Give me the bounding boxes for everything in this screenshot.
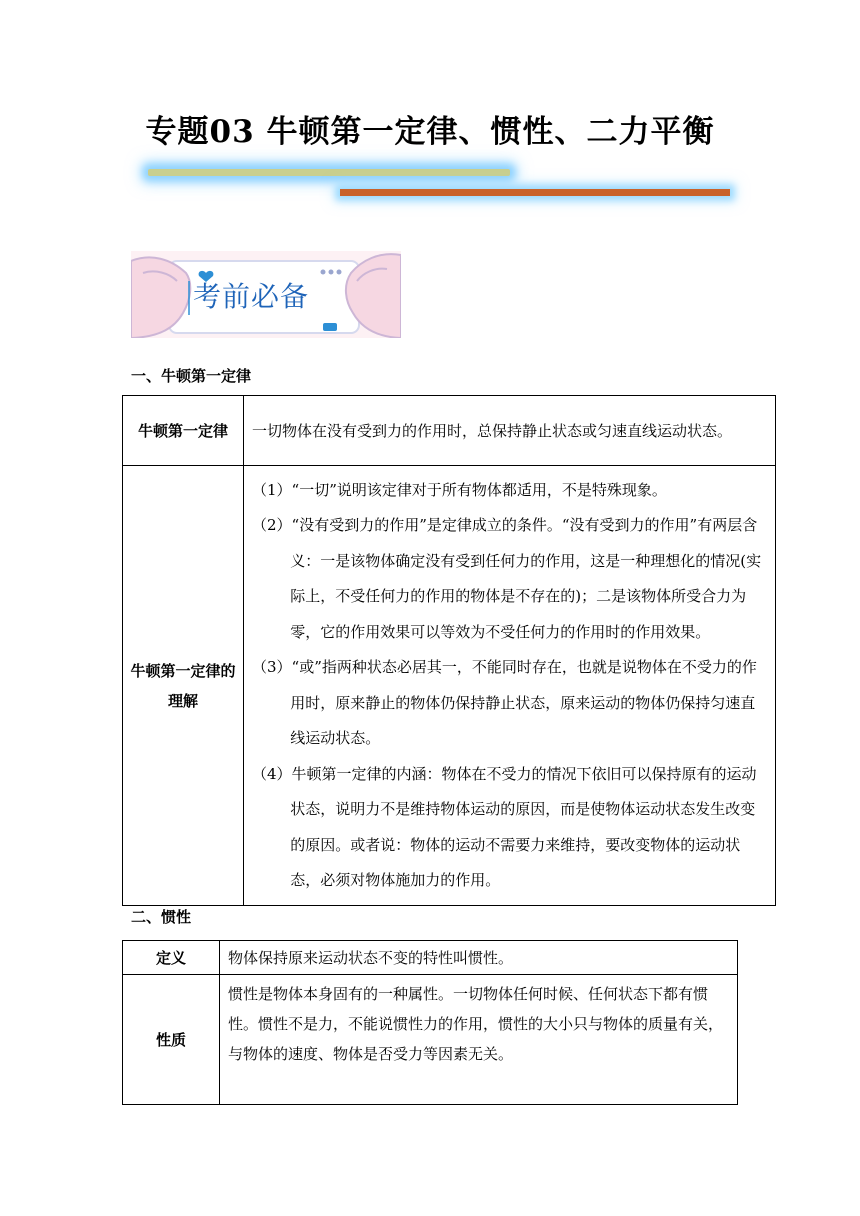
list-item: （3）“或”指两种状态必居其一，不能同时存在，也就是说物体在不受力的作用时，原来静止的物体仍保持静止状态，原来运动的物体仍保持匀速直线运动状态。 [252,658,757,747]
table-row [123,941,738,975]
list-item: （1）“一切”说明该定律对于所有物体都适用，不是特殊现象。 [252,480,667,499]
table-row [123,975,738,1105]
banner-image [131,251,401,338]
row-content [244,466,776,906]
row-content: 一切物体在没有受到力的作用时，总保持静止状态或匀速直线运动状态。 [244,396,776,466]
page-title: 专题03 牛顿第一定律、惯性、二力平衡 [145,114,715,150]
list-item: （2）“没有受到力的作用”是定律成立的条件。“没有受到力的作用”有两层含义：一是该物体确定没有受到任何力的作用，这是一种理想化的情况(实际上，不受任何力的作用的物体是不存在的)；二是该物体所受合力为零，它的作用效果可以等效为不受任何力的作用时的作用效果。 [252,516,762,641]
row-content: 物体保持原来运动状态不变的特性叫惯性。 [220,941,738,975]
row-label: 性质 [123,975,220,1105]
decorative-bar-bottom [340,189,730,196]
banner-text: 考前必备 [193,280,310,313]
row-label: 牛顿第一定律的理解 [123,466,244,906]
newton-law-table [122,395,776,906]
inertia-table [122,940,738,1105]
section-heading-inertia: 二、惯性 [131,908,192,926]
table-row [123,466,776,906]
row-content: 惯性是物体本身固有的一种属性。一切物体任何时候、任何状态下都有惯性。惯性不是力，不能说惯性力的作用，惯性的大小只与物体的质量有关，与物体的速度、物体是否受力等因素无关。 [220,975,738,1105]
section-heading-newton: 一、牛顿第一定律 [131,367,252,385]
decorative-bar-top [148,169,510,176]
table-row [123,396,776,466]
list-item: （4）牛顿第一定律的内涵：物体在不受力的情况下依旧可以保持原有的运动状态，说明力不是维持物体运动的原因，而是使物体运动状态发生改变的原因。或者说：物体的运动不需要力来维持，要改变物体的运动状态，必须对物体施加力的作用。 [252,764,757,889]
row-label: 牛顿第一定律 [123,396,244,466]
row-label: 定义 [123,941,220,975]
